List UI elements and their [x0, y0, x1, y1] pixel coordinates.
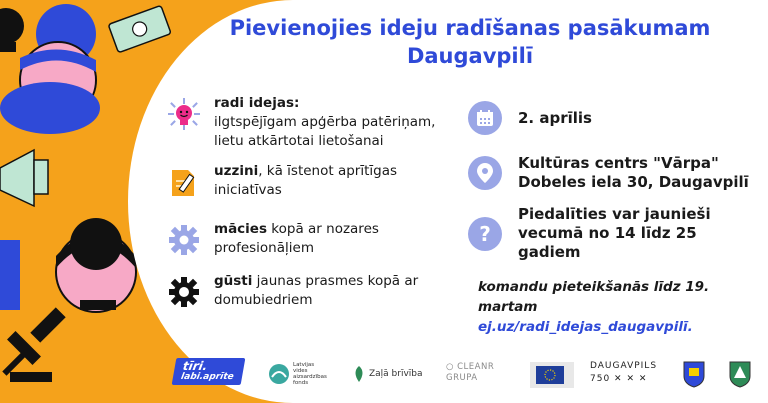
feature-study-bold: mācies — [214, 221, 267, 237]
deadline-text — [478, 277, 748, 337]
feature-ideas-desc: ilgtspējīgam apģērba patēriņam, lietu atkārtotai lietošanai — [214, 114, 436, 149]
leaf-icon — [352, 366, 366, 382]
deadline-line1: komandu pieteikšanās līdz 19. — [478, 279, 710, 295]
logo-coat-of-arms-1 — [682, 360, 706, 388]
info-date — [468, 101, 768, 135]
feature-skills — [168, 272, 468, 310]
page-title — [150, 14, 768, 70]
lvaf-emblem-icon — [268, 363, 290, 385]
person-black-hair-illustration — [56, 218, 136, 312]
info-location-text — [518, 154, 749, 192]
info-age-line3: gadiem — [518, 243, 581, 261]
lightbulb-black-icon — [0, 8, 24, 52]
feature-ideas-bold: radi idejas: — [214, 95, 300, 111]
feature-ideas-text — [214, 94, 468, 151]
question-icon: ? — [468, 217, 502, 251]
feature-study — [168, 220, 468, 258]
info-location-line1: Kultūras centrs "Vārpa" — [518, 154, 719, 172]
location-pin-icon — [468, 156, 502, 190]
document-pen-icon — [168, 166, 200, 198]
calendar-icon — [468, 101, 502, 135]
lightbulb-icon — [168, 98, 200, 130]
logo-zala-briviba: Zaļā brīvība — [352, 366, 423, 382]
eu-flag-icon — [530, 362, 574, 388]
blue-book-shape — [0, 240, 20, 310]
coat-of-arms-icon — [682, 360, 706, 388]
logo-lvaf: Latvijas vides aizsardzības fonds — [268, 362, 327, 386]
registration-link[interactable]: ej.uz/radi_idejas_daugavpilī. — [478, 319, 693, 335]
feature-study-desc: kopā ar nozares profesionāļiem — [214, 221, 379, 256]
info-location-line2: Dobeles iela 30, Daugavpilī — [518, 173, 749, 191]
deadline-line2: martam — [478, 299, 538, 315]
feature-skills-desc: jaunas prasmes kopā ar domubiedriem — [214, 273, 419, 308]
logo-cleanr-grupa: ○ CLEANR GRUPA — [446, 362, 495, 383]
title-line-2: Daugavpilī — [406, 44, 534, 68]
title-line-1: Pievienojies ideju radīšanas pasākumam — [229, 16, 711, 40]
feature-learn-desc: , kā īstenot aprītīgas iniciatīvas — [214, 163, 398, 198]
logo-tiri-labi-aprite: tīri. labi.aprīte — [174, 358, 243, 385]
info-age-line1: Piedalīties var jaunieši — [518, 205, 711, 223]
feature-skills-bold: gūsti — [214, 273, 253, 289]
gear-black-icon — [168, 276, 200, 308]
feature-learn — [168, 162, 468, 200]
gavel-icon — [2, 307, 65, 382]
logo-daugavpils-750: DAUGAVPILS 750 ✕ ✕ ✕ — [590, 361, 658, 384]
megaphone-icon — [0, 150, 48, 206]
info-age-line2: vecumā no 14 līdz 25 — [518, 224, 697, 242]
info-date-text: 2. aprīlis — [518, 108, 592, 127]
info-location — [468, 154, 768, 192]
feature-learn-text — [214, 162, 468, 200]
feature-learn-bold: uzzini — [214, 163, 259, 179]
feature-ideas — [168, 94, 468, 151]
feature-skills-text — [214, 272, 468, 310]
coat-of-arms-green-icon — [728, 360, 752, 388]
logo-coat-of-arms-2 — [728, 360, 752, 388]
info-age-text — [518, 205, 711, 262]
logo-eu-flag — [530, 362, 574, 388]
info-age — [468, 205, 768, 262]
gear-icon — [168, 224, 200, 256]
feature-study-text — [214, 220, 468, 258]
